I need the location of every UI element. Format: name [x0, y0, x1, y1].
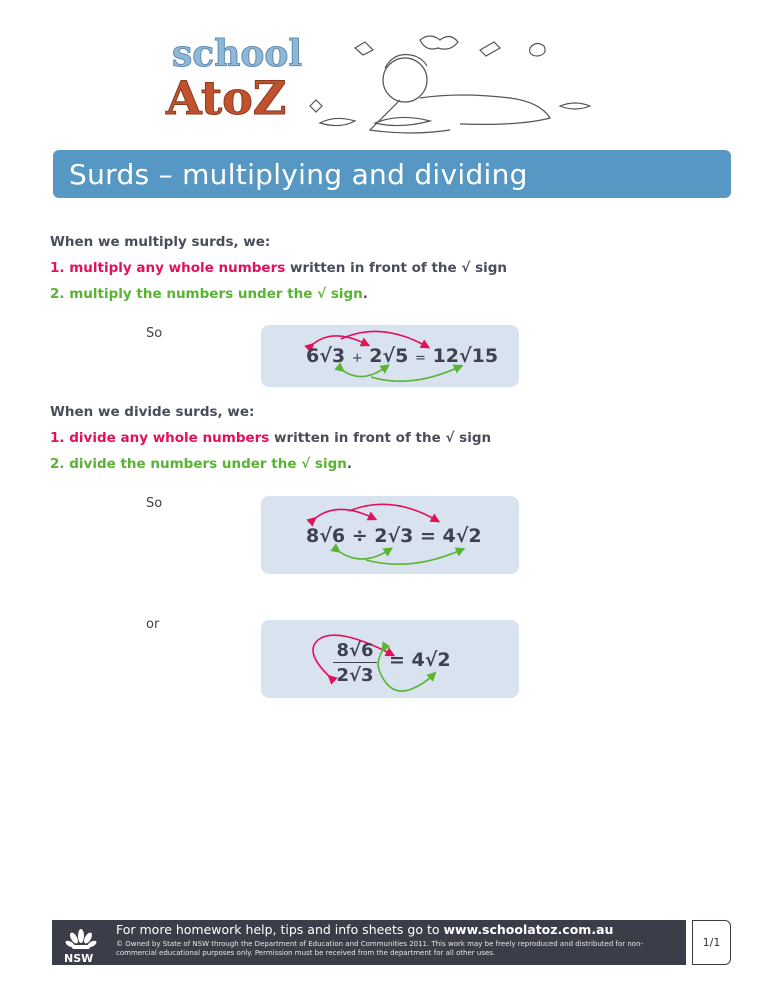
fraction-result: = 4√2: [389, 649, 451, 671]
divide-or-label: or: [146, 617, 160, 632]
multiply-step-2-number: 2.: [50, 286, 65, 302]
fraction-numerator: 8√6: [333, 640, 377, 663]
multiply-step-1-number: 1.: [50, 260, 65, 276]
multiply-result: 12√15: [432, 345, 499, 367]
boy-reading-illustration: [310, 36, 590, 133]
divide-step-2: [50, 456, 352, 472]
divide-step-2-end: .: [346, 456, 352, 472]
multiply-step-2-end: .: [362, 286, 368, 302]
multiply-example-box: [261, 325, 519, 387]
divide-so-label: So: [146, 496, 163, 511]
divide-equation: 8√6 ÷ 2√3 = 4√2: [306, 525, 482, 547]
divide-step-1-highlight: divide any whole numbers: [69, 430, 270, 446]
divide-step-2-number: 2.: [50, 456, 65, 472]
footer-main-text: [116, 922, 613, 937]
multiply-term-a: 6√3: [306, 345, 346, 367]
divide-intro: When we divide surds, we:: [50, 404, 255, 420]
multiply-step-1-rest: written in front of the √ sign: [285, 260, 508, 276]
multiply-step-2: [50, 286, 368, 302]
multiply-so-label: So: [146, 326, 163, 341]
multiply-equals: =: [415, 351, 426, 366]
fraction-denominator: 2√3: [336, 665, 374, 686]
divide-example-box: [261, 496, 519, 574]
divide-step-1-rest: written in front of the √ sign: [269, 430, 492, 446]
footer-prefix: For more homework help, tips and info sheets go to: [116, 922, 444, 937]
divide-step-2-highlight: divide the numbers under the √ sign: [69, 456, 347, 472]
divide-step-1: [50, 430, 491, 446]
school-atoz-logo: [160, 28, 610, 138]
multiply-step-2-highlight: multiply the numbers under the √ sign: [69, 286, 363, 302]
fraction-example-box: [261, 620, 519, 698]
footer-url-link[interactable]: www.schoolatoz.com.au: [443, 922, 614, 937]
page-number: 1/1: [692, 920, 731, 965]
multiply-operator: +: [351, 351, 363, 366]
multiply-step-1-highlight: multiply any whole numbers: [69, 260, 286, 276]
page-title: Surds – multiplying and dividing: [69, 158, 528, 191]
multiply-step-1: [50, 260, 507, 276]
multiply-equation: [306, 345, 498, 367]
logo-text-atoz: AtoZ: [166, 71, 287, 125]
nsw-label: NSW: [64, 952, 94, 965]
title-bar: [53, 150, 731, 198]
divide-step-1-number: 1.: [50, 430, 65, 446]
multiply-term-b: 2√5: [369, 345, 409, 367]
logo-text-school: school: [172, 33, 303, 75]
multiply-intro: When we multiply surds, we:: [50, 234, 271, 250]
footer-copyright: © Owned by State of NSW through the Department of Education and Communities 2011. This work may be freely reproduced and distributed for non-commercial educational purposes only. Permission must be received from the department for all other uses.: [116, 940, 644, 957]
